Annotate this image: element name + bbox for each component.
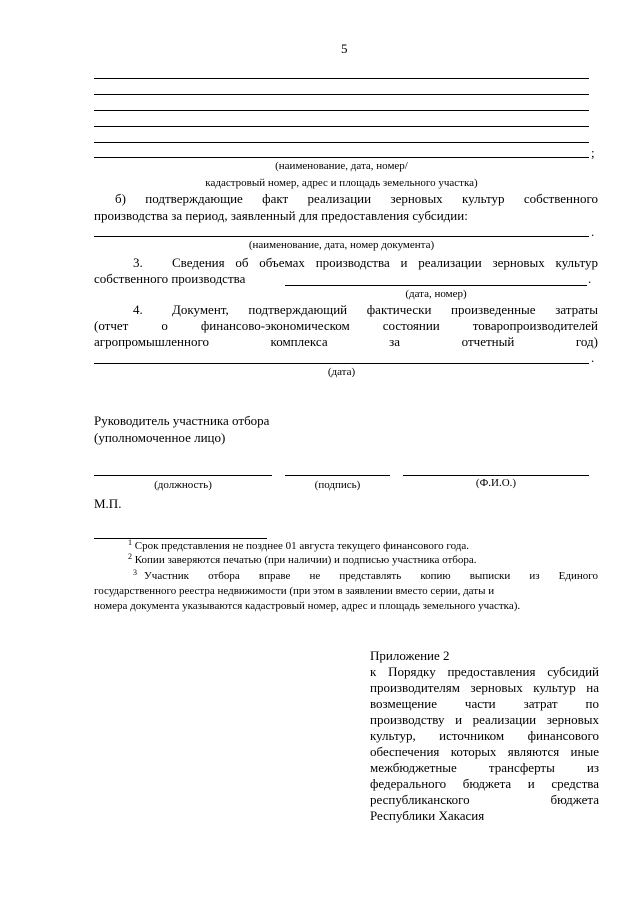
footnote-3-line: государственного реестра недвижимости (при этом в заявлении вместо серии, даты и: [94, 585, 495, 597]
signatory-title: (уполномоченное лицо): [94, 430, 226, 445]
blank-line: [94, 94, 589, 95]
paragraph-line: агропромышленного комплекса за отчетный год): [94, 334, 598, 349]
footnote-3-mark: 3: [133, 568, 137, 577]
signature-line: [285, 475, 390, 476]
stamp-place: М.П.: [94, 496, 122, 511]
caption: кадастровый номер, адрес и площадь земельного участка): [205, 177, 478, 189]
position-caption: (должность): [154, 479, 212, 491]
paragraph-line: собственного производства: [94, 271, 246, 286]
signatory-title: Руководитель участника отбора: [94, 413, 270, 428]
footnote-3-line: номера документа указываются кадастровый номер, адрес и площадь земельного участка).: [94, 600, 521, 612]
caption: (наименование, дата, номер/: [275, 160, 408, 172]
position-line: [94, 475, 272, 476]
paragraph-line: (отчет о финансово-экономическом состоянии товаропроизводителей: [94, 318, 598, 333]
end-mark: .: [588, 271, 592, 286]
caption: (наименование, дата, номер документа): [248, 239, 435, 251]
footnote-2: $^2$ Копии заверяются печатью (при наличии) и подписью участника отбора.: [128, 552, 477, 566]
appendix-line: республиканского бюджета: [370, 792, 599, 807]
name-line: [403, 475, 589, 476]
appendix-line: к Порядку предоставления субсидий: [370, 664, 599, 679]
end-mark: .: [591, 224, 595, 239]
appendix-line: Республики Хакасия: [370, 808, 485, 823]
signature-caption: (подпись): [314, 479, 361, 491]
item-number: 4.: [133, 302, 143, 317]
blank-line: [94, 363, 589, 364]
appendix-line: обеспечения которых являются иные: [370, 744, 599, 759]
footnote-3-line: Участник отбора вправе не представлять копию выписки из Единого: [144, 570, 598, 582]
appendix-line: культур, источником финансового: [370, 728, 599, 743]
blank-line: [94, 110, 589, 111]
blank-line: [94, 126, 589, 127]
blank-line: [94, 142, 589, 143]
footnote-1: $^1$ Срок представления не позднее 01 августа текущего финансового года.: [128, 538, 469, 552]
appendix-line: возмещение части затрат по: [370, 696, 599, 711]
appendix-line: производителям зерновых культур на: [370, 680, 599, 695]
name-caption: (Ф.И.О.): [475, 477, 517, 489]
blank-line: [94, 236, 589, 237]
paragraph-line: Документ, подтверждающий фактически произведенные затраты: [172, 302, 598, 317]
caption: (дата, номер): [405, 288, 467, 300]
paragraph-line: б) подтверждающие факт реализации зерновых культур собственного: [115, 191, 598, 206]
page-number: 5: [341, 41, 348, 56]
blank-line: [94, 78, 589, 79]
paragraph-line: производства за период, заявленный для предоставления субсидии:: [94, 208, 468, 223]
caption: (дата): [327, 366, 356, 378]
end-mark: .: [591, 350, 595, 365]
appendix-line: федерального бюджета и средства: [370, 776, 599, 791]
blank-line: [94, 157, 589, 158]
appendix-line: межбюджетные трансферты из: [370, 760, 599, 775]
blank-line: [285, 285, 587, 286]
item-number: 3.: [133, 255, 143, 270]
paragraph-line: Сведения об объемах производства и реализации зерновых культур: [172, 255, 598, 270]
appendix-line: производству и реализации зерновых: [370, 712, 599, 727]
end-mark: ;: [591, 145, 595, 160]
appendix-heading: Приложение 2: [370, 648, 450, 663]
